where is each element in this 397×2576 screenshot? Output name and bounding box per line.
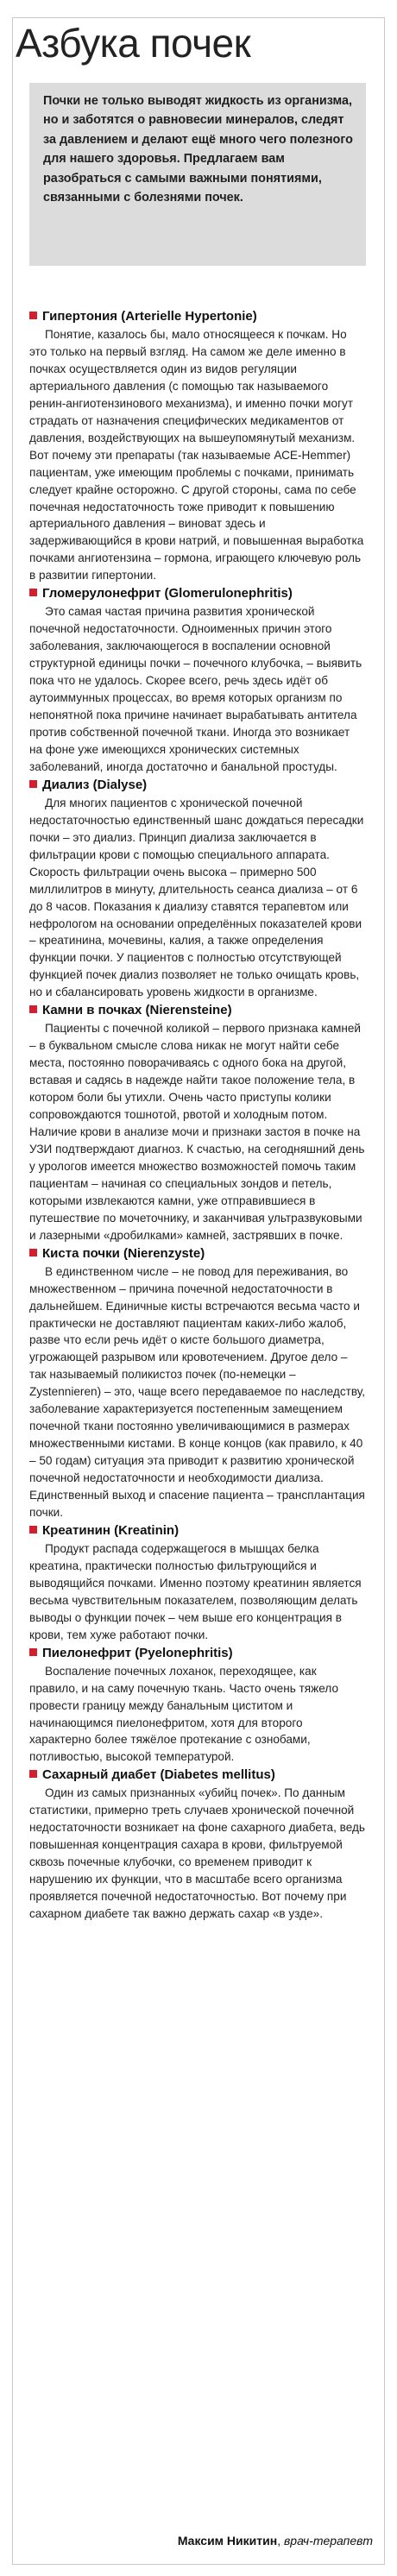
- red-square-icon: [29, 1005, 37, 1013]
- author-role: врач-терапевт: [283, 2534, 373, 2548]
- section-heading: [29, 1244, 366, 1263]
- section-text: Продукт распада содержащегося в мышцах белка креатина, практически полностью фильтрующийся и выводящийся почками. Именно поэтому креатинин является весьма чувствительным показателем, позволяющим делать выводы о функции почек – чем выше его концентрация в крови, тем хуже работают почки.: [29, 1541, 362, 1641]
- section-text: Воспаление почечных лоханок, переходящее, как правило, и на саму почечную ткань. Часто очень тяжело провести границу между банальным циститом и начинающимся пиелонефритом, хотя для второго характерно более тяжёлое протекание с ознобами, потливостью, высокой температурой.: [29, 1664, 339, 1764]
- section-heading: [29, 307, 366, 326]
- section-text: В единственном числе – не повод для переживания, во множественном – причина почечной недостаточности в дальнейшем. Единичные кисты встречаются весьма часто и практически не доставляют пациентам каких-либо жалоб, разве что если речь идёт о кисте большого диаметра, угрожающей разрывом или кровотечением. Другое дело – так называемый поликистоз почек (по-немецки – Zystennieren) – это, чаще всего передаваемое по наследству, заболевание характеризуется постепенным замещением почечной ткани постоянно увеличивающимися в размерах множественными кистами. В конце концов (как правило, к 40 – 50 годам) ситуация эта приводит к развитию хронической почечной недостаточности и необходимости диализа. Единственный выход и спасение пациента – трансплантация почки.: [29, 1264, 365, 1519]
- section-heading-text: Гипертония (Arterielle Hypertonie): [42, 309, 257, 324]
- section-heading: [29, 1001, 366, 1020]
- section-kidney-stones: [29, 1001, 366, 1244]
- red-square-icon: [29, 312, 37, 319]
- section-hypertension: [29, 307, 366, 584]
- section-heading-text: Гломерулонефрит (Glomerulonephritis): [42, 586, 293, 601]
- section-heading: [29, 1521, 366, 1540]
- red-square-icon: [29, 1648, 37, 1656]
- section-heading: [29, 1644, 366, 1663]
- section-heading-text: Диализ (Dialyse): [42, 777, 148, 792]
- page-title: Азбука почек: [16, 21, 251, 66]
- section-heading: [29, 1766, 366, 1785]
- red-square-icon: [29, 1526, 37, 1534]
- section-pyelonephritis: [29, 1644, 366, 1767]
- red-square-icon: [29, 1770, 37, 1778]
- red-square-icon: [29, 780, 37, 788]
- intro-box: [29, 83, 366, 266]
- author-name: Максим Никитин: [177, 2534, 278, 2548]
- intro-text: Почки не только выводят жидкость из организма, но и заботятся о равновесии минералов, следят за давлением и делают ещё много чего полезного для нашего здоровья. Предлагаем вам разобраться с самыми важными понятиями, связанными с болезнями почек.: [43, 94, 353, 205]
- article-body: [29, 307, 366, 1923]
- section-heading-text: Креатинин (Kreatinin): [42, 1522, 180, 1538]
- section-heading: [29, 584, 366, 603]
- section-text: Это самая частая причина развития хронической почечной недостаточности. Одноименных причин этого заболевания, заключающегося в воспалении основной структурной единицы почки – почечного клубочка, – выявить пока что не удалось. Скорее всего, речь здесь идёт об аутоиммунных процессах, во время которых организм по непонятной пока причине начинает вырабатывать антитела против собственной почечной ткани. Иногда это возникает на фоне уже имеющихся хронических системных заболеваний, иногда достаточно и банальной простуды.: [29, 605, 362, 773]
- section-text: Один из самых признанных «убийц почек». По данным статистики, примерно треть случаев хронической почечной недостаточности возникает на фоне сахарного диабета, ведь повышенная концентрация сахара в крови, фильтруемой сквозь почечные клубочки, со временем приводит к нарушению их функции, что в масштабе всего организма проявляется почечной недостаточностью. Вот почему при сахарном диабете так важно держать сахар «в узде».: [29, 1786, 365, 1921]
- section-heading-text: Камни в почках (Nierensteine): [42, 1003, 232, 1018]
- section-diabetes: [29, 1766, 366, 1923]
- section-heading-text: Пиелонефрит (Pyelonephritis): [42, 1645, 233, 1660]
- author-signature: Максим Никитин, врач-терапевт: [177, 2534, 373, 2548]
- section-heading-text: Киста почки (Nierenzyste): [42, 1245, 205, 1261]
- section-glomerulonephritis: [29, 584, 366, 776]
- section-creatinine: [29, 1521, 366, 1644]
- section-heading: [29, 776, 366, 795]
- section-dialysis: [29, 776, 366, 1001]
- section-kidney-cyst: [29, 1244, 366, 1521]
- red-square-icon: [29, 589, 37, 596]
- section-heading-text: Сахарный диабет (Diabetes mellitus): [42, 1767, 275, 1783]
- section-text: Для многих пациентов с хронической почечной недостаточностью единственный шанс дождаться пересадки почки – это диализ. Принцип диализа заключается в фильтрации крови с помощью специального аппарата. Скорость фильтрации очень высока – примерно 500 миллилитров в минуту, длительность сеанса диализа – от 6 до 8 часов. Показания к диализу ставятся терапевтом или нефрологом на основании определённых показателей крови – креатинина, мочевины, калия, а также определения функции почки. У пациентов с полностью отсутствующей функцией почек диализ позволяет не только очищать кровь, но и сбалансировать уровень жидкости в организме.: [29, 796, 364, 999]
- section-text: Пациенты с почечной коликой – первого признака камней – в буквальном смысле слова никак не могут найти себе места, постоянно поворачиваясь с одного бока на другой, вставая и садясь в надежде найти такое положение тела, в котором боли бы утихли. Очень часто приступы колики сопровождаются тошнотой, рвотой и холодным потом. Наличие крови в анализе мочи и признаки застоя в почке на УЗИ подтверждают диагноз. К счастью, на сегодняшний день у урологов имеется множество возможностей помочь таким пациентам – начиная со специальных зондов и петель, которыми извлекаются камни, уже отправившиеся в путешествие по мочеточнику, и заканчивая ультразвуковыми и лазерными «дробилками» камней, застрявших в почке.: [29, 1022, 365, 1242]
- red-square-icon: [29, 1249, 37, 1257]
- section-text: Понятие, казалось бы, мало относящееся к почкам. Но это только на первый взгляд. На самом же деле именно в почках осуществляется один из видов регуляции артериального давления (с помощью так называемого ренин-ангиотензинового механизма), и именно почки могут страдать от назначения специфических медикаментов от давления, воздействующих на вышеупомянутый механизм. Вот почему эти препараты (так называемые АСЕ-Hemmer) пациентам, уже имеющим проблемы с почками, принимать следует крайне осторожно. С другой стороны, сама по себе почечная недостаточность тоже приводит к повышению артериального давления – виноват здесь и задерживающийся в крови натрий, и повышенная выработка почками ангиотензина – гормона, играющего ключевую роль в развитии гипертонии.: [29, 328, 364, 583]
